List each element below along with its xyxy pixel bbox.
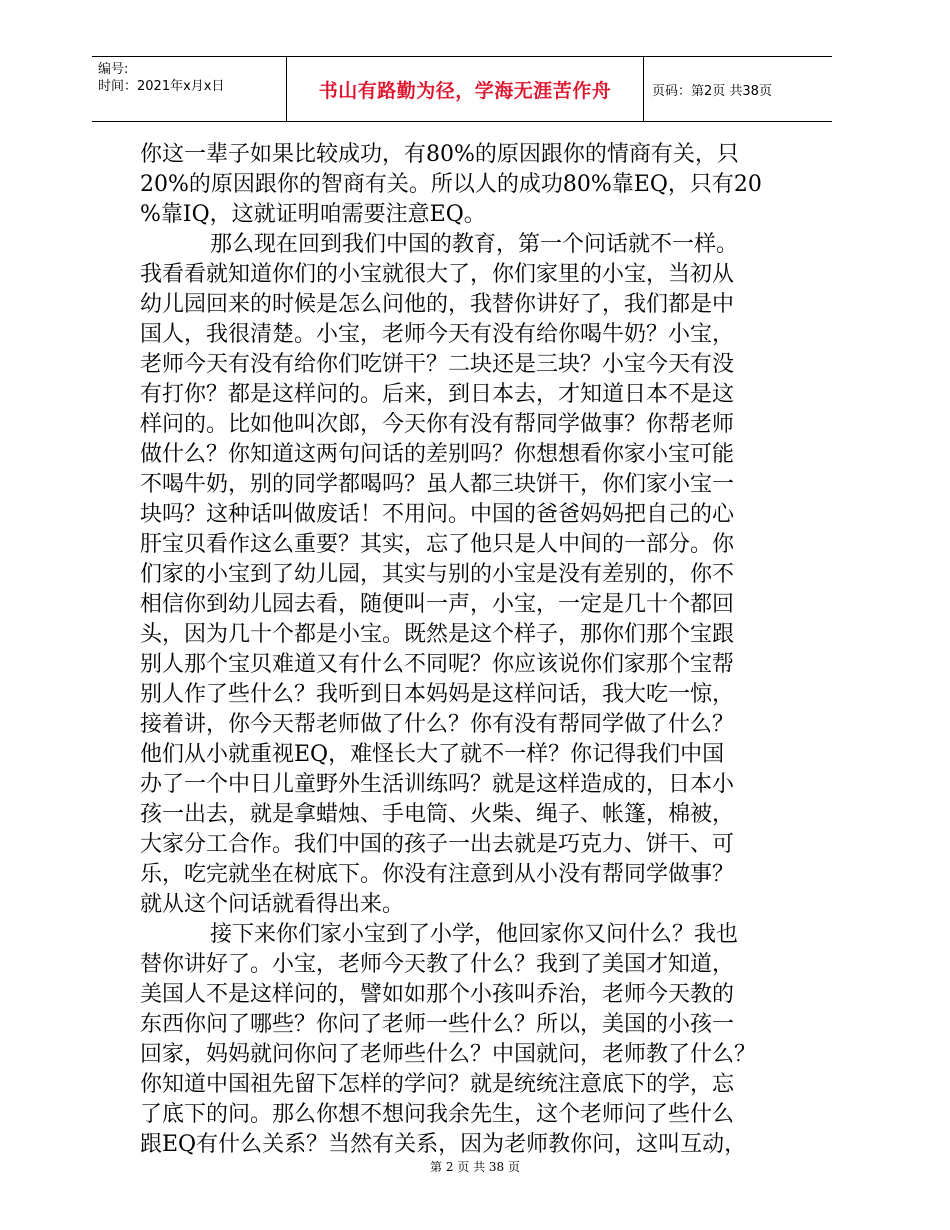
header-page-info: 页码：第2页 共38页 xyxy=(652,83,772,99)
text-line: 就从这个问话就看得出来。 xyxy=(140,892,405,917)
text-line: 你知道中国祖先留下怎样的学问？就是统统注意底下的学，忘 xyxy=(140,1072,735,1097)
paragraph-start-line: 接下来你们家小宝到了小学，他回家你又问什么？我也 xyxy=(210,922,739,947)
text-line: 相信你到幼儿园去看，随便叫一声，小宝，一定是几十个都回 xyxy=(140,592,735,617)
text-line: 乐，吃完就坐在树底下。你没有注意到从小没有帮同学做事？ xyxy=(140,862,735,887)
text-line: 跟EQ有什么关系？当然有关系，因为老师教你问，这叫互动， xyxy=(140,1132,747,1157)
text-line: 头，因为几十个都是小宝。既然是这个样子，那你们那个宝跟 xyxy=(140,622,735,647)
text-line: 东西你问了哪些？你问了老师一些什么？所以，美国的小孩一 xyxy=(140,1012,735,1037)
text-line: 他们从小就重视EQ，难怪长大了就不一样？你记得我们中国 xyxy=(140,742,725,767)
text-line: 大家分工合作。我们中国的孩子一出去就是巧克力、饼干、可 xyxy=(140,832,735,857)
text-line: %靠IQ，这就证明咱需要注意EQ。 xyxy=(140,202,486,227)
text-line: 块吗？这种话叫做废话！不用问。中国的爸爸妈妈把自己的心 xyxy=(140,502,735,527)
number-label: 编号: xyxy=(98,62,129,77)
time-label: 时间：2021年x月x日 xyxy=(98,79,225,94)
header-meta xyxy=(92,57,287,121)
text-line: 你这一辈子如果比较成功，有80%的原因跟你的情商有关，只 xyxy=(140,142,739,167)
text-line: 孩一出去，就是拿蜡烛、手电筒、火柴、绳子、帐篷，棉被， xyxy=(140,802,735,827)
text-line: 有打你？都是这样问的。后来，到日本去，才知道日本不是这 xyxy=(140,382,735,407)
text-line: 幼儿园回来的时候是怎么问他的，我替你讲好了，我们都是中 xyxy=(140,292,735,317)
text-line: 老师今天有没有给你们吃饼干？二块还是三块？小宝今天有没 xyxy=(140,352,735,377)
text-line: 替你讲好了。小宝，老师今天教了什么？我到了美国才知道， xyxy=(140,952,735,977)
text-line: 接着讲，你今天帮老师做了什么？你有没有帮同学做了什么？ xyxy=(140,712,735,737)
text-line: 别人作了些什么？我听到日本妈妈是这样问话，我大吃一惊， xyxy=(140,682,735,707)
text-line: 办了一个中日儿童野外生活训练吗？就是这样造成的，日本小 xyxy=(140,772,735,797)
text-line: 美国人不是这样问的，譬如如那个小孩叫乔治，老师今天教的 xyxy=(140,982,735,1007)
text-line: 们家的小宝到了幼儿园，其实与别的小宝是没有差别的，你不 xyxy=(140,562,735,587)
document-body xyxy=(140,140,830,1160)
text-line: 不喝牛奶，别的同学都喝吗？虽人都三块饼干，你们家小宝一 xyxy=(140,472,735,497)
text-line: 了底下的问。那么你想不想问我余先生，这个老师问了些什么 xyxy=(140,1102,735,1127)
text-line: 做什么？你知道这两句问话的差别吗？你想想看你家小宝可能 xyxy=(140,442,735,467)
text-line: 我看看就知道你们的小宝就很大了，你们家里的小宝，当初从 xyxy=(140,262,735,287)
text-line: 国人，我很清楚。小宝，老师今天有没有给你喝牛奶？小宝， xyxy=(140,322,735,347)
text-line: 别人那个宝贝难道又有什么不同呢？你应该说你们家那个宝帮 xyxy=(140,652,735,677)
page-footer: 第 2 页 共 38 页 xyxy=(430,1160,520,1174)
text-line: 肝宝贝看作这么重要？其实，忘了他只是人中间的一部分。你 xyxy=(140,532,735,557)
paragraph-start-line: 那么现在回到我们中国的教育，第一个问话就不一样。 xyxy=(210,232,739,257)
header-motto: 书山有路勤为径，学海无涯苦作舟 xyxy=(287,57,644,121)
text-line: 20%的原因跟你的智商有关。所以人的成功80%靠EQ，只有20 xyxy=(140,172,762,197)
page-header xyxy=(92,56,832,122)
text-line: 样问的。比如他叫次郎，今天你有没有帮同学做事？你帮老师 xyxy=(140,412,735,437)
text-line: 回家，妈妈就问你问了老师些什么？中国就问，老师教了什么？ xyxy=(140,1042,757,1067)
